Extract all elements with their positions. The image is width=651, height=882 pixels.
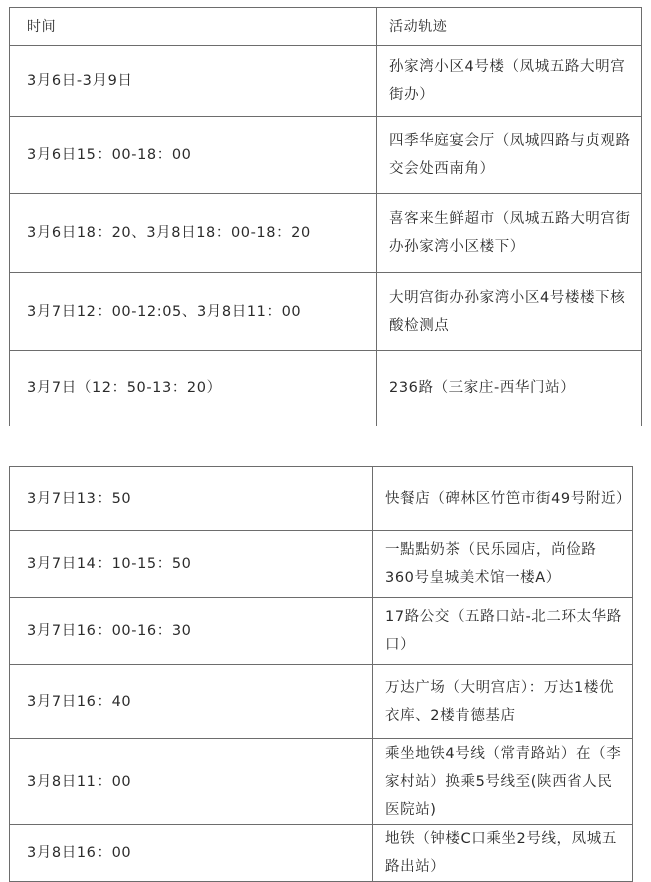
row-activity: 236路（三家庄-西华门站） — [377, 351, 642, 426]
row-time: 3月7日13：50 — [10, 467, 373, 531]
row-time: 3月6日18：20、3月8日18：00-18：20 — [10, 194, 377, 273]
row-activity: 大明宫街办孙家湾小区4号楼楼下核酸检测点 — [377, 273, 642, 351]
table-row — [10, 825, 633, 882]
table-row — [10, 351, 642, 426]
row-time: 3月6日15：00-18：00 — [10, 117, 377, 194]
table-header-row — [10, 8, 642, 46]
header-time: 时间 — [10, 8, 377, 46]
table-row — [10, 739, 633, 825]
table-row — [10, 531, 633, 598]
row-time: 3月8日11：00 — [10, 739, 373, 825]
row-time: 3月6日-3月9日 — [10, 46, 377, 117]
row-time: 3月8日16：00 — [10, 825, 373, 882]
row-time: 3月7日14：10-15：50 — [10, 531, 373, 598]
table-row — [10, 194, 642, 273]
row-activity: 孙家湾小区4号楼（凤城五路大明宫街办） — [377, 46, 642, 117]
row-time: 3月7日12：00-12:05、3月8日11：00 — [10, 273, 377, 351]
row-time: 3月7日16：40 — [10, 665, 373, 739]
row-time: 3月7日16：00-16：30 — [10, 598, 373, 665]
row-activity: 乘坐地铁4号线（常青路站）在（李家村站）换乘5号线至(陕西省人民医院站) — [373, 739, 633, 825]
table-row — [10, 273, 642, 351]
row-activity: 一點點奶茶（民乐园店，尚俭路360号皇城美术馆一楼A） — [373, 531, 633, 598]
activity-table-part-2 — [9, 466, 633, 882]
table-row — [10, 467, 633, 531]
row-activity: 快餐店（碑林区竹笆市街49号附近） — [373, 467, 633, 531]
header-activity: 活动轨迹 — [377, 8, 642, 46]
row-activity: 万达广场（大明宫店）：万达1楼优衣库、2楼肯德基店 — [373, 665, 633, 739]
table-row — [10, 665, 633, 739]
table-row — [10, 46, 642, 117]
row-activity: 四季华庭宴会厅（凤城四路与贞观路交会处西南角） — [377, 117, 642, 194]
table-row — [10, 117, 642, 194]
row-activity: 17路公交（五路口站-北二环太华路口） — [373, 598, 633, 665]
table-row — [10, 598, 633, 665]
row-activity: 喜客来生鲜超市（凤城五路大明宫街办孙家湾小区楼下） — [377, 194, 642, 273]
row-activity: 地铁（钟楼C口乘坐2号线，凤城五路出站） — [373, 825, 633, 882]
row-time: 3月7日（12：50-13：20） — [10, 351, 377, 426]
activity-table-part-1 — [9, 7, 642, 426]
